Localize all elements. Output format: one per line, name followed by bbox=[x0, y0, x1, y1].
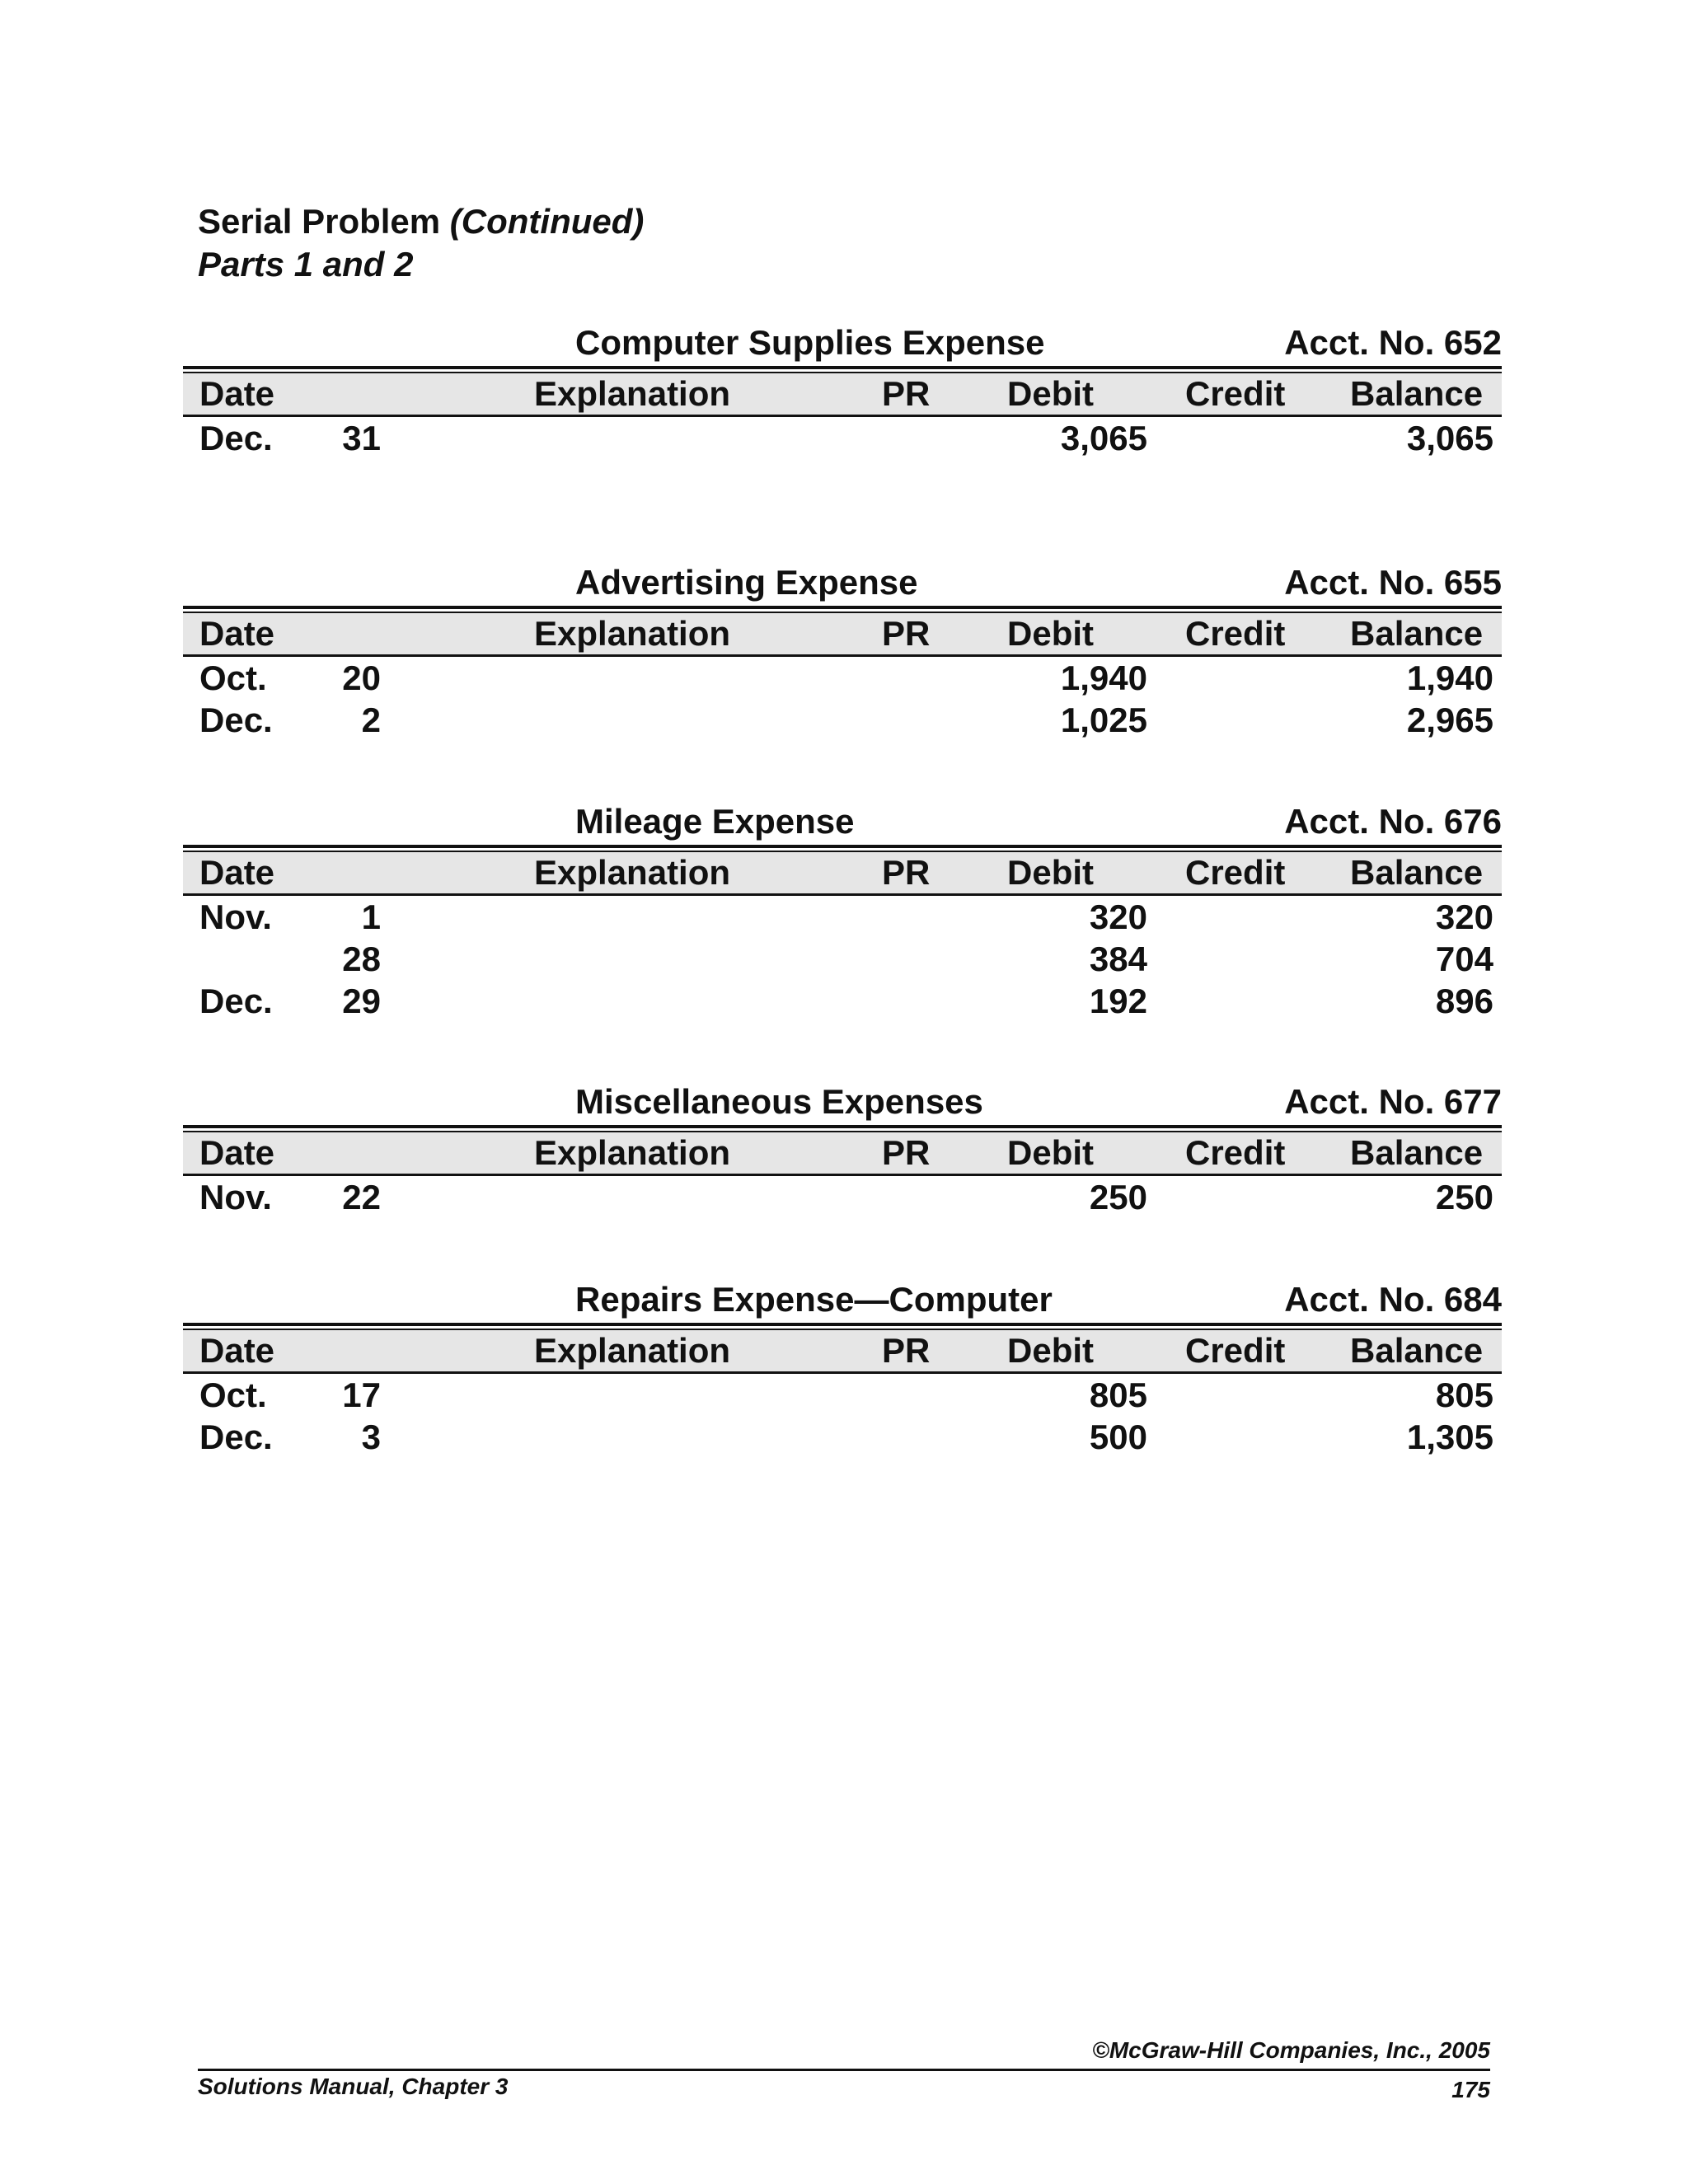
footer-copyright: ©McGraw-Hill Companies, Inc., 2005 bbox=[1092, 2037, 1490, 2063]
header-balance: Balance bbox=[1350, 1331, 1484, 1370]
ledger-row bbox=[183, 1416, 1502, 1458]
row-balance: 320 bbox=[1435, 898, 1493, 936]
row-balance: 3,065 bbox=[1406, 419, 1493, 457]
header-balance: Balance bbox=[1350, 614, 1484, 653]
header-date: Date bbox=[199, 853, 275, 892]
row-day: 29 bbox=[342, 982, 381, 1020]
header-debit: Debit bbox=[1007, 614, 1094, 653]
ledger-title-row bbox=[183, 1082, 1502, 1125]
ledger-row bbox=[183, 657, 1502, 699]
heading-subtitle: Parts 1 and 2 bbox=[198, 245, 414, 284]
ledger-account-number: Acct. No. 677 bbox=[1284, 1082, 1502, 1121]
row-debit: 250 bbox=[1089, 1178, 1147, 1216]
row-month: Nov. bbox=[199, 1178, 272, 1216]
double-rule bbox=[183, 606, 1502, 613]
ledger-account bbox=[183, 1280, 1502, 1458]
row-day: 31 bbox=[342, 419, 381, 457]
row-balance: 1,305 bbox=[1406, 1418, 1493, 1456]
header-credit: Credit bbox=[1185, 1133, 1286, 1172]
row-debit: 384 bbox=[1089, 940, 1147, 978]
ledger-row bbox=[183, 938, 1502, 980]
ledger-header bbox=[183, 1132, 1502, 1176]
footer-page-number: 175 bbox=[1451, 2077, 1490, 2102]
row-balance: 896 bbox=[1435, 982, 1493, 1020]
header-pr: PR bbox=[882, 374, 931, 413]
row-day: 17 bbox=[342, 1376, 381, 1414]
row-day: 1 bbox=[361, 898, 381, 936]
ledger-header bbox=[183, 1330, 1502, 1374]
footer-divider bbox=[198, 2069, 1490, 2071]
ledger-title-row bbox=[183, 563, 1502, 606]
row-balance: 704 bbox=[1435, 940, 1493, 978]
footer-chapter: Solutions Manual, Chapter 3 bbox=[198, 2074, 509, 2099]
row-month: Nov. bbox=[199, 898, 272, 936]
ledger-title: Advertising Expense bbox=[575, 563, 918, 602]
header-balance: Balance bbox=[1350, 853, 1484, 892]
row-balance: 250 bbox=[1435, 1178, 1493, 1216]
row-month: Dec. bbox=[199, 419, 273, 457]
row-month: Oct. bbox=[199, 658, 267, 697]
ledger-account bbox=[183, 563, 1502, 741]
ledger-row bbox=[183, 1374, 1502, 1416]
ledger-header bbox=[183, 373, 1502, 417]
header-explanation: Explanation bbox=[534, 1331, 731, 1370]
ledger-title: Mileage Expense bbox=[575, 802, 855, 841]
row-debit: 320 bbox=[1089, 898, 1147, 936]
ledger-row bbox=[183, 896, 1502, 938]
row-day: 22 bbox=[342, 1178, 381, 1216]
header-balance: Balance bbox=[1350, 374, 1484, 413]
ledger-account bbox=[183, 802, 1502, 1022]
row-balance: 1,940 bbox=[1406, 658, 1493, 697]
header-pr: PR bbox=[882, 1133, 931, 1172]
header-credit: Credit bbox=[1185, 853, 1286, 892]
header-credit: Credit bbox=[1185, 614, 1286, 653]
row-debit: 805 bbox=[1089, 1376, 1147, 1414]
row-month: Dec. bbox=[199, 982, 273, 1020]
row-debit: 1,025 bbox=[1060, 701, 1147, 739]
heading-title: Serial Problem bbox=[198, 202, 450, 241]
header-date: Date bbox=[199, 1133, 275, 1172]
ledger-title: Repairs Expense—Computer bbox=[575, 1280, 1053, 1319]
page-heading bbox=[198, 200, 644, 286]
double-rule bbox=[183, 366, 1502, 373]
ledger-account bbox=[183, 1082, 1502, 1218]
header-debit: Debit bbox=[1007, 374, 1094, 413]
ledger-title: Miscellaneous Expenses bbox=[575, 1082, 983, 1121]
header-balance: Balance bbox=[1350, 1133, 1484, 1172]
row-debit: 1,940 bbox=[1060, 658, 1147, 697]
row-day: 3 bbox=[361, 1418, 381, 1456]
ledger-row bbox=[183, 417, 1502, 459]
row-debit: 3,065 bbox=[1060, 419, 1147, 457]
ledger-title-row bbox=[183, 802, 1502, 845]
header-explanation: Explanation bbox=[534, 1133, 731, 1172]
header-date: Date bbox=[199, 614, 275, 653]
ledger-header bbox=[183, 852, 1502, 896]
ledger-title: Computer Supplies Expense bbox=[575, 323, 1045, 362]
ledger-title-row bbox=[183, 323, 1502, 366]
header-explanation: Explanation bbox=[534, 614, 731, 653]
header-credit: Credit bbox=[1185, 374, 1286, 413]
double-rule bbox=[183, 1125, 1502, 1132]
row-debit: 192 bbox=[1089, 982, 1147, 1020]
ledger-title-row bbox=[183, 1280, 1502, 1323]
heading-continued: (Continued) bbox=[449, 202, 645, 241]
header-debit: Debit bbox=[1007, 1133, 1094, 1172]
header-date: Date bbox=[199, 374, 275, 413]
row-month: Dec. bbox=[199, 701, 273, 739]
header-debit: Debit bbox=[1007, 853, 1094, 892]
header-explanation: Explanation bbox=[534, 374, 731, 413]
row-balance: 2,965 bbox=[1406, 701, 1493, 739]
row-day: 2 bbox=[361, 701, 381, 739]
row-month: Dec. bbox=[199, 1418, 273, 1456]
header-explanation: Explanation bbox=[534, 853, 731, 892]
heading-line-1 bbox=[198, 200, 644, 243]
row-debit: 500 bbox=[1089, 1418, 1147, 1456]
row-month: Oct. bbox=[199, 1376, 267, 1414]
header-debit: Debit bbox=[1007, 1331, 1094, 1370]
ledger-header bbox=[183, 613, 1502, 657]
ledger-row bbox=[183, 699, 1502, 741]
ledger-account-number: Acct. No. 676 bbox=[1284, 802, 1502, 841]
double-rule bbox=[183, 1323, 1502, 1330]
ledger-account-number: Acct. No. 684 bbox=[1284, 1280, 1502, 1319]
header-credit: Credit bbox=[1185, 1331, 1286, 1370]
row-balance: 805 bbox=[1435, 1376, 1493, 1414]
header-pr: PR bbox=[882, 614, 931, 653]
ledger-account-number: Acct. No. 652 bbox=[1284, 323, 1502, 362]
header-date: Date bbox=[199, 1331, 275, 1370]
header-pr: PR bbox=[882, 853, 931, 892]
row-day: 20 bbox=[342, 658, 381, 697]
header-pr: PR bbox=[882, 1331, 931, 1370]
ledger-row bbox=[183, 980, 1502, 1022]
ledger-row bbox=[183, 1176, 1502, 1218]
ledger-account bbox=[183, 323, 1502, 459]
ledger-account-number: Acct. No. 655 bbox=[1284, 563, 1502, 602]
double-rule bbox=[183, 845, 1502, 852]
row-day: 28 bbox=[342, 940, 381, 978]
